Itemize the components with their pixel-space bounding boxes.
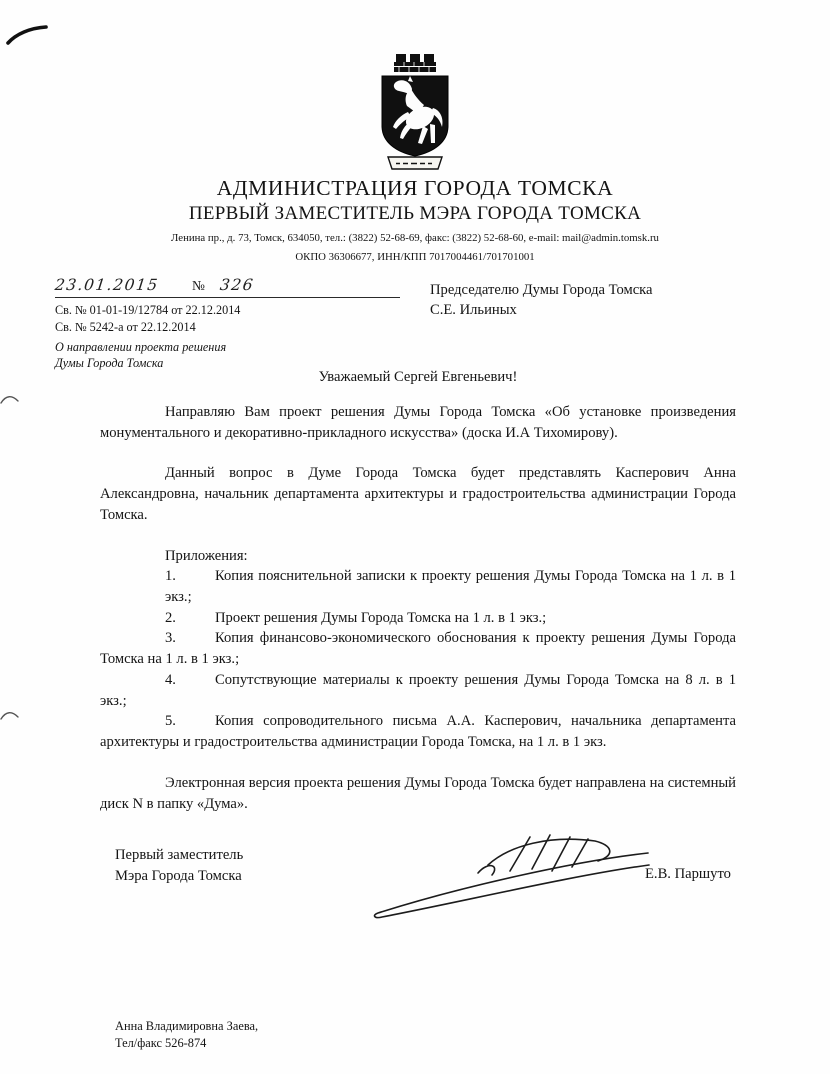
addressee-name: С.Е. Ильиных	[430, 301, 517, 318]
handwritten-signature	[360, 831, 660, 926]
attachments-label: Приложения:	[165, 547, 248, 564]
date-number-line	[55, 276, 400, 298]
signer-position-line1: Первый заместитель	[115, 847, 244, 863]
attachment-item	[100, 670, 736, 711]
signer-position-line2: Мэра Города Томска	[115, 867, 242, 884]
attachment-number: 4.	[165, 671, 176, 688]
salutation: Уважаемый Сергей Евгеньевич!	[318, 369, 518, 385]
addressee-block	[430, 281, 653, 320]
paragraph-2: Данный вопрос в Думе Города Томска будет представлять Касперович Анна Александровна, начальник департамента архитектуры и градостроительства администрации Города Томска.	[100, 465, 736, 523]
sender-title: ПЕРВЫЙ ЗАМЕСТИТЕЛЬ МЭРА ГОРОДА ТОМСКА	[188, 203, 642, 224]
number-sign: №	[192, 278, 205, 293]
attachment-number: 3.	[165, 630, 176, 647]
subject-line-2: Думы Города Томска	[55, 356, 164, 371]
reference-1: Св. № 01-01-19/12784 от 22.12.2014	[55, 303, 241, 317]
attachment-number: 1.	[165, 568, 176, 585]
registration-codes: ОКПО 36306677, ИНН/КПП 7017004461/701701001	[295, 251, 535, 263]
subject-line-1: О направлении проекта решения	[55, 340, 227, 355]
motto-ribbon	[388, 157, 442, 169]
executor-name: Анна Владимировна Заева,	[115, 1019, 259, 1033]
tomsk-coat-of-arms	[380, 50, 450, 179]
attachment-number: 5.	[165, 713, 176, 730]
attachment-text: Сопутствующие материалы к проекту решения Думы Города Томска на 8 л. в 1 экз.;	[100, 671, 736, 709]
shield-horse-icon	[382, 76, 448, 156]
signer-position	[115, 845, 243, 886]
attachment-item	[100, 566, 736, 607]
organization-name: АДМИНИСТРАЦИЯ ГОРОДА ТОМСКА	[216, 176, 614, 200]
paragraph-3: Электронная версия проекта решения Думы Города Томска будет направлена на системный диск N в папку «Дума».	[100, 774, 736, 812]
pen-mark-artifact	[6, 24, 48, 48]
addressee-title: Председателю Думы Города Томска	[430, 282, 653, 298]
attachment-item	[100, 608, 736, 629]
handwritten-number: 326	[219, 276, 256, 294]
attachment-number: 2.	[165, 609, 176, 626]
contact-line: Ленина пр., д. 73, Томск, 634050, тел.: (3822) 52-68-69, факс: (3822) 52-68-60, e-mail: mail@admin.tomsk.ru	[171, 232, 659, 244]
attachment-item	[100, 628, 736, 669]
reference-2: Св. № 5242-а от 22.12.2014	[55, 320, 196, 335]
executor-contact	[115, 1018, 258, 1051]
signer-name: Е.В. Паршуто	[645, 866, 731, 882]
attachment-text: Копия сопроводительного письма А.А. Касперович, начальника департамента архитектуры и градостроительства администрации Города Томска, на 1 л. в 1 экз.	[100, 713, 736, 751]
scan-edge-artifact	[0, 708, 20, 722]
paragraph-1: Направляю Вам проект решения Думы Города Томска «Об установке произведения монументального и декоративно-прикладного искусства» (доска И.А Тихомирову).	[100, 404, 736, 441]
attachment-text: Копия финансово-экономического обоснования к проекту решения Думы Города Томска на 1 л. в 1 экз.;	[100, 630, 736, 668]
attachment-item	[100, 711, 736, 752]
attachment-text: Копия пояснительной записки к проекту решения Думы Города Томска на 1 л. в 1 экз.;	[165, 568, 736, 606]
executor-phone: Тел/факс 526-874	[115, 1035, 207, 1050]
mural-crown-icon	[394, 54, 436, 72]
handwritten-date: 23.01.2015	[53, 276, 160, 294]
attachment-text: Проект решения Думы Города Томска на 1 л. в 1 экз.;	[215, 609, 547, 626]
scan-edge-artifact	[0, 392, 20, 406]
letter-body	[100, 402, 736, 814]
reference-block	[55, 276, 407, 372]
